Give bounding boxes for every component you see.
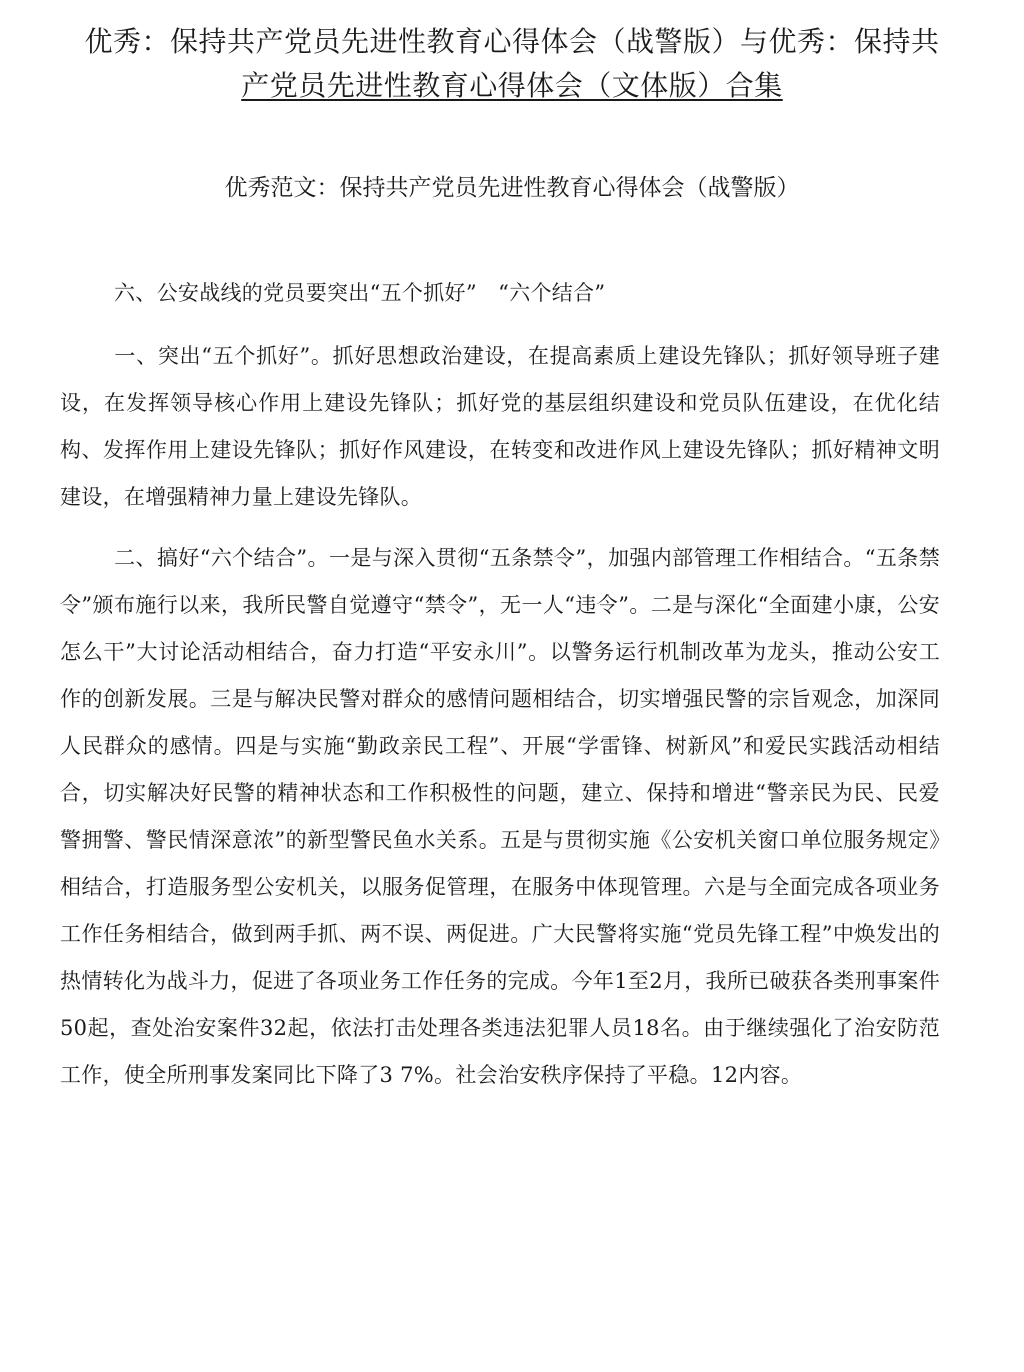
body-paragraph-2-text: 二、搞好“六个结合”。一是与深入贯彻“五条禁令”，加强内部管理工作相结合。“五条禁令”颁布施行以来，我所民警自觉遵守“禁令”，无一人“违令”。二是与深化“全面建小康，公安怎么干”大讨论活动相结合，奋力打造“平安永川”。以警务运行机制改革为龙头，推动公安工作的创新发展。三是与解决民警对群众的感情问题相结合，切实增强民警的宗旨观念，加深同人民群众的感情。四是与实施“勤政亲民工程”、开展“学雷锋、树新风”和爱民实践活动相结合，切实解决好民警的精神状态和工作积极性的问题，建立、保持和增进“警亲民为民、民爱警拥警、警民情深意浓”的新型警民鱼水关系。五是与贯彻实施《公安机关窗口单位服务规定》相结合，打造服务型公安机关，以服务促管理，在服务中体现管理。六是与全面完成各项业务工作任务相结合，做到两手抓、两不误、两促进。广大民警将实施“党员先锋工程”中焕发出的热情转化为战斗力，促进了各项业务工作任务的完成。今年1至2月，我所已破获各类刑事案件50起，查处治安案件32起，依法打击处理各类违法犯罪人员18名。由于继续强化了治安防范工作，使全所刑事发案同比下降了3 7%。社会治安秩序保持了平稳。12内容。 <box>60 546 940 1087</box>
section-heading-text: 六、公安战线的党员要突出“五个抓好” “六个结合” <box>114 281 606 305</box>
title-line-1: 优秀：保持共产党员先进性教育心得体会（战警版）与优秀：保持共 <box>84 25 940 58</box>
body-paragraph-1 <box>60 333 940 521</box>
title-line-2: 产党员先进性教育心得体会（文体版）合集 <box>241 69 783 102</box>
document-subtitle: 优秀范文：保持共产党员先进性教育心得体会（战警版） <box>224 175 800 201</box>
document-title <box>60 20 964 108</box>
body-paragraph-1-text: 一、突出“五个抓好”。抓好思想政治建设，在提高素质上建设先锋队；抓好领导班子建设，在发挥领导核心作用上建设先锋队；抓好党的基层组织建设和党员队伍建设，在优化结构、发挥作用上建设先锋队；抓好作风建设，在转变和改进作风上建设先锋队；抓好精神文明建设，在增强精神力量上建设先锋队。 <box>60 344 940 509</box>
body-paragraph-2 <box>60 535 940 1099</box>
section-heading <box>60 270 940 317</box>
